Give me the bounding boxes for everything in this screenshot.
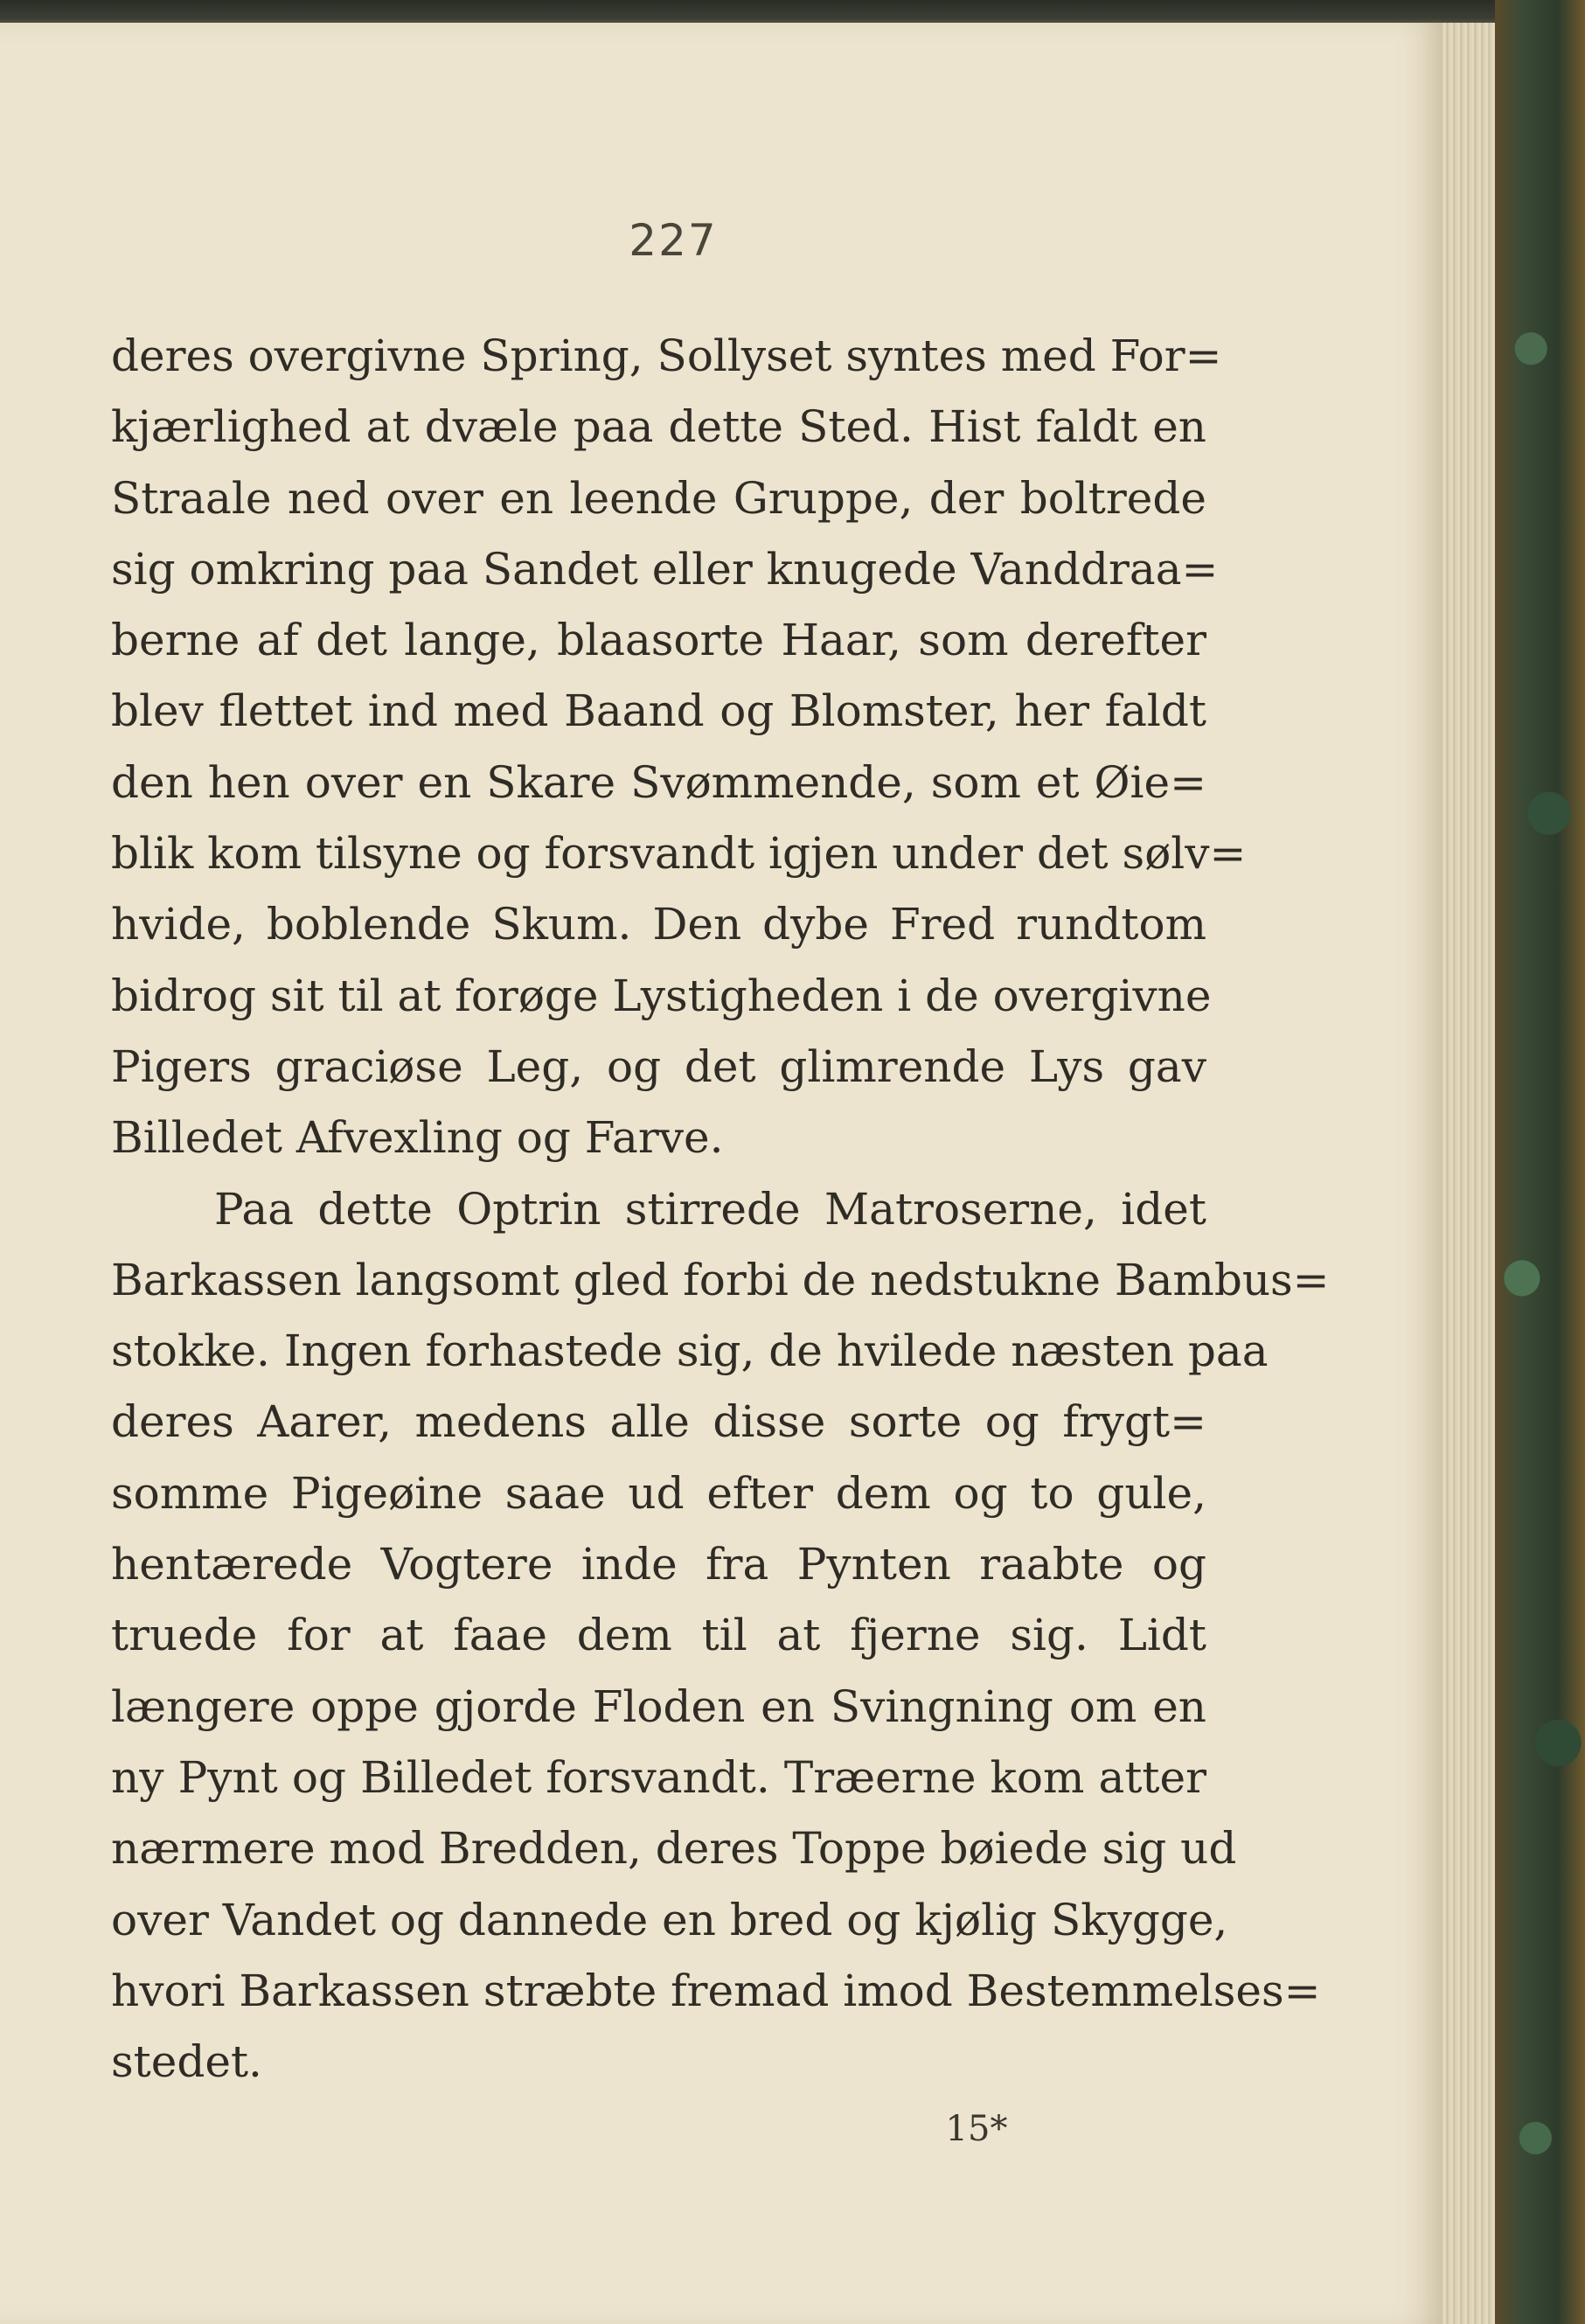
- text-line: den hen over en Skare Svømmende, som et Øie=: [111, 756, 1206, 808]
- text-line: kjærlighed at dvæle paa dette Sted. Hist faldt en: [111, 401, 1206, 453]
- text-line: længere oppe gjorde Floden en Svingning om en: [111, 1680, 1206, 1732]
- text-line: berne af det lange, blaasorte Haar, som derefter: [111, 615, 1206, 666]
- text-line: stedet.: [111, 2036, 262, 2088]
- text-line: bidrog sit til at forøge Lystigheden i de overgivne: [111, 970, 1212, 1021]
- text-line: deres Aarer, medens alle disse sorte og frygt=: [111, 1396, 1206, 1448]
- text-line: nærmere mod Bredden, deres Toppe bøiede sig ud: [111, 1823, 1237, 1875]
- marbled-cover-edge: [1495, 0, 1585, 2324]
- text-line: hentærede Vogtere inde fra Pynten raabte og: [111, 1539, 1206, 1590]
- text-line: stokke. Ingen forhastede sig, de hvilede næsten paa: [111, 1326, 1269, 1377]
- text-line: truede for at faae dem til at fjerne sig. Lidt: [111, 1610, 1206, 1661]
- text-line: Pigers graciøse Leg, og det glimrende Lys gav: [111, 1040, 1206, 1092]
- text-line: hvori Barkassen stræbte fremad imod Bestemmelses=: [111, 1965, 1321, 2016]
- text-line: sig omkring paa Sandet eller knugede Vanddraa=: [111, 543, 1219, 595]
- text-line: somme Pigeøine saae ud efter dem og to gule,: [111, 1467, 1206, 1519]
- printer-signature-mark: 15*: [945, 2109, 1008, 2149]
- text-line: Straale ned over en leende Gruppe, der boltrede: [111, 472, 1206, 524]
- text-line: Paa dette Optrin stirrede Matroserne, idet: [214, 1183, 1206, 1235]
- page-stack-edge: [1442, 23, 1495, 2324]
- text-line: blev flettet ind med Baand og Blomster, her faldt: [111, 685, 1206, 737]
- text-line: ny Pynt og Billedet forsvandt. Træerne kom atter: [111, 1751, 1206, 1803]
- text-line: blik kom tilsyne og forsvandt igjen under det sølv=: [111, 828, 1247, 880]
- text-line: deres overgivne Spring, Sollyset syntes med For=: [111, 331, 1222, 381]
- text-line: Barkassen langsomt gled forbi de nedstukne Bambus=: [111, 1254, 1330, 1305]
- text-line: hvide, boblende Skum. Den dybe Fred rundtom: [111, 899, 1206, 950]
- text-line: Billedet Afvexling og Farve.: [111, 1112, 724, 1164]
- body-text: [111, 321, 1330, 2098]
- page-number: 227: [629, 215, 718, 266]
- text-line: over Vandet og dannede en bred og kjølig Skygge,: [111, 1894, 1228, 1945]
